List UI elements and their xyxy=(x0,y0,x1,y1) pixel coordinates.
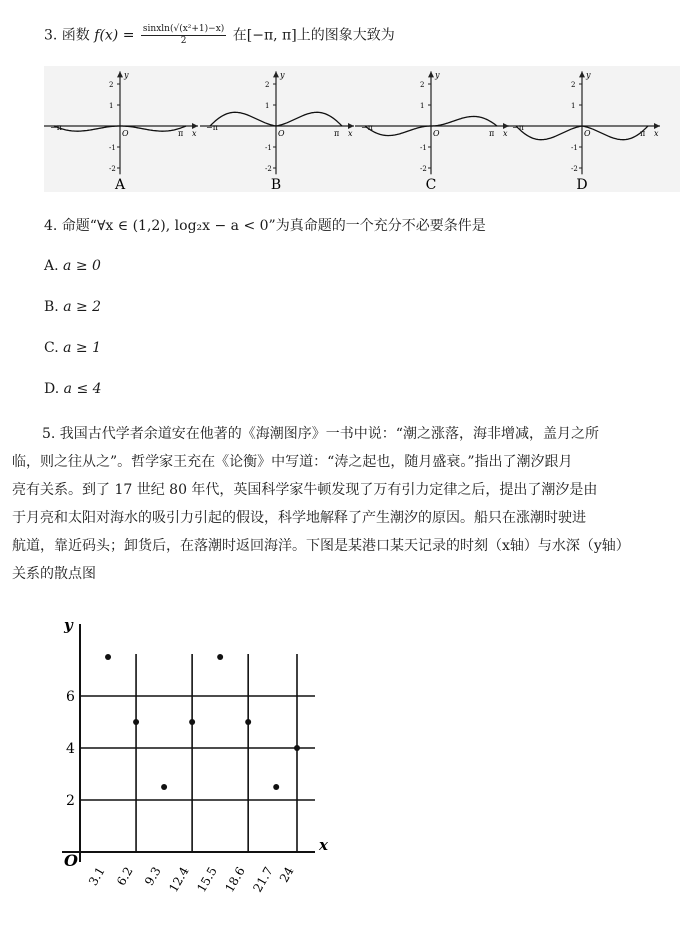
y-tick-label: 4 xyxy=(66,741,75,757)
y-tick-label: -1 xyxy=(420,144,427,152)
q3-denominator: 2 xyxy=(180,36,187,46)
x-tick-label: 18.6 xyxy=(222,864,248,895)
y-tick-label: 2 xyxy=(420,81,425,89)
origin-label: O xyxy=(433,129,440,138)
q3-graph-label: A xyxy=(114,177,126,193)
y-tick-label: 2 xyxy=(571,81,576,89)
q4-option-b xyxy=(44,299,101,315)
q3-stem xyxy=(44,24,395,47)
x-tick-label: 15.5 xyxy=(194,864,220,895)
x-tick-label: 6.2 xyxy=(113,864,136,889)
origin-label: O xyxy=(584,129,591,138)
y-tick-label: 1 xyxy=(109,102,114,110)
x-tick-label: 12.4 xyxy=(166,864,192,895)
x-tick-label: 9.3 xyxy=(142,864,164,889)
q3-graph-label: B xyxy=(270,177,282,193)
y-axis-arrow xyxy=(273,71,279,77)
y-tick-label: -2 xyxy=(265,165,272,173)
x-axis-label: x xyxy=(319,836,328,854)
y-tick-label: -1 xyxy=(109,144,116,152)
x-tick-label: 24 xyxy=(276,864,297,885)
x-axis-label: x xyxy=(192,129,197,138)
x-neg-pi-label: −π xyxy=(206,123,218,132)
x-axis-label: x xyxy=(503,129,508,138)
q4-option-d-letter: D. xyxy=(44,381,60,397)
y-axis-label: y xyxy=(280,70,285,80)
q4-option-b-letter: B. xyxy=(44,299,59,315)
q5-line: 亮有关系。到了 17 世纪 80 年代，英国科学家牛顿发现了万有引力定律之后，提出了潮汐是由 xyxy=(12,482,598,498)
scatter-point xyxy=(245,719,251,725)
q3-suffix: 在[−π, π]上的图象大致为 xyxy=(232,27,395,44)
x-pi-label: π xyxy=(640,129,646,138)
x-neg-pi-label: −π xyxy=(512,123,524,132)
y-tick-label: -2 xyxy=(420,165,427,173)
q4-option-a-text: a ≥ 0 xyxy=(63,258,101,274)
y-tick-label: 1 xyxy=(265,102,270,110)
q4-option-d-text: a ≤ 4 xyxy=(63,381,102,397)
x-pi-label: π xyxy=(178,129,184,138)
q3-func: f(x) = xyxy=(94,27,135,44)
y-tick-label: -2 xyxy=(109,165,116,173)
q5-line: 5. 我国古代学者余道安在他著的《海潮图序》一书中说：“潮之涨落，海非增减，盖月之所 xyxy=(42,426,599,442)
origin-label: O xyxy=(122,129,129,138)
y-axis-arrow xyxy=(428,71,434,77)
x-pi-label: π xyxy=(489,129,495,138)
y-tick-label: -1 xyxy=(265,144,272,152)
scatter-chart xyxy=(40,612,370,902)
q4-option-b-text: a ≥ 2 xyxy=(63,299,102,315)
q3-numerator: sinxln(√(x²+1)−x) xyxy=(142,24,225,34)
q4-option-a-letter: A. xyxy=(44,258,59,274)
y-axis-label: y xyxy=(124,70,129,80)
q4-option-c-text: a ≥ 1 xyxy=(63,340,102,356)
q4-option-c xyxy=(44,340,101,356)
origin-label: O xyxy=(278,129,285,138)
q3-graph-a xyxy=(44,71,198,194)
y-tick-label: 6 xyxy=(66,689,75,705)
x-axis-label: x xyxy=(348,129,353,138)
x-tick-label: 21.7 xyxy=(250,864,276,895)
scatter-point xyxy=(217,654,223,660)
y-tick-label: 2 xyxy=(66,793,75,809)
y-tick-label: 1 xyxy=(420,102,425,110)
q3-graph-c xyxy=(355,71,509,194)
q5-line: 航道，靠近码头；卸货后，在落潮时返回海洋。下图是某港口某天记录的时刻（x轴）与水深（y轴） xyxy=(12,538,630,554)
q5-paragraph xyxy=(12,420,656,588)
origin-label: O xyxy=(64,851,78,870)
q4-option-d xyxy=(44,381,102,397)
q3-graph-label: C xyxy=(425,177,437,193)
q4-option-a xyxy=(44,258,101,274)
q3-graph-b xyxy=(200,71,354,194)
x-neg-pi-label: −π xyxy=(50,123,62,132)
scatter-point xyxy=(189,719,195,725)
scatter-point xyxy=(105,654,111,660)
y-axis-label: y xyxy=(64,616,73,634)
x-neg-pi-label: −π xyxy=(361,123,373,132)
y-axis-label: y xyxy=(435,70,440,80)
q5-line: 关系的散点图 xyxy=(12,566,96,582)
q3-prefix: 3. 函数 xyxy=(44,27,90,44)
q4-option-c-letter: C. xyxy=(44,340,59,356)
y-axis-arrow xyxy=(117,71,123,77)
q3-fraction xyxy=(141,24,226,47)
q5-line: 临，则之往从之”。哲学家王充在《论衡》中写道：“涛之起也，随月盛衰。”指出了潮汐跟月 xyxy=(12,454,573,470)
y-axis-label: y xyxy=(586,70,591,80)
x-tick-label: 3.1 xyxy=(85,864,108,889)
q5-line: 于月亮和太阳对海水的吸引力引起的假设，科学地解释了产生潮汐的原因。船只在涨潮时驶进 xyxy=(12,510,586,526)
q3-graph-label: D xyxy=(576,177,588,193)
y-tick-label: 1 xyxy=(571,102,576,110)
scatter-point xyxy=(273,784,279,790)
x-axis-label: x xyxy=(654,129,659,138)
y-tick-label: -1 xyxy=(571,144,578,152)
y-tick-label: 2 xyxy=(265,81,270,89)
scatter-point xyxy=(294,745,300,751)
x-pi-label: π xyxy=(334,129,340,138)
y-tick-label: 2 xyxy=(109,81,114,89)
q3-graph-d xyxy=(506,71,660,194)
y-axis-arrow xyxy=(579,71,585,77)
scatter-point xyxy=(161,784,167,790)
scatter-point xyxy=(133,719,139,725)
q4-stem: 4. 命题“∀x ∈ (1,2), log₂x − a < 0”为真命题的一个充分不必要条件是 xyxy=(44,218,486,234)
y-tick-label: -2 xyxy=(571,165,578,173)
